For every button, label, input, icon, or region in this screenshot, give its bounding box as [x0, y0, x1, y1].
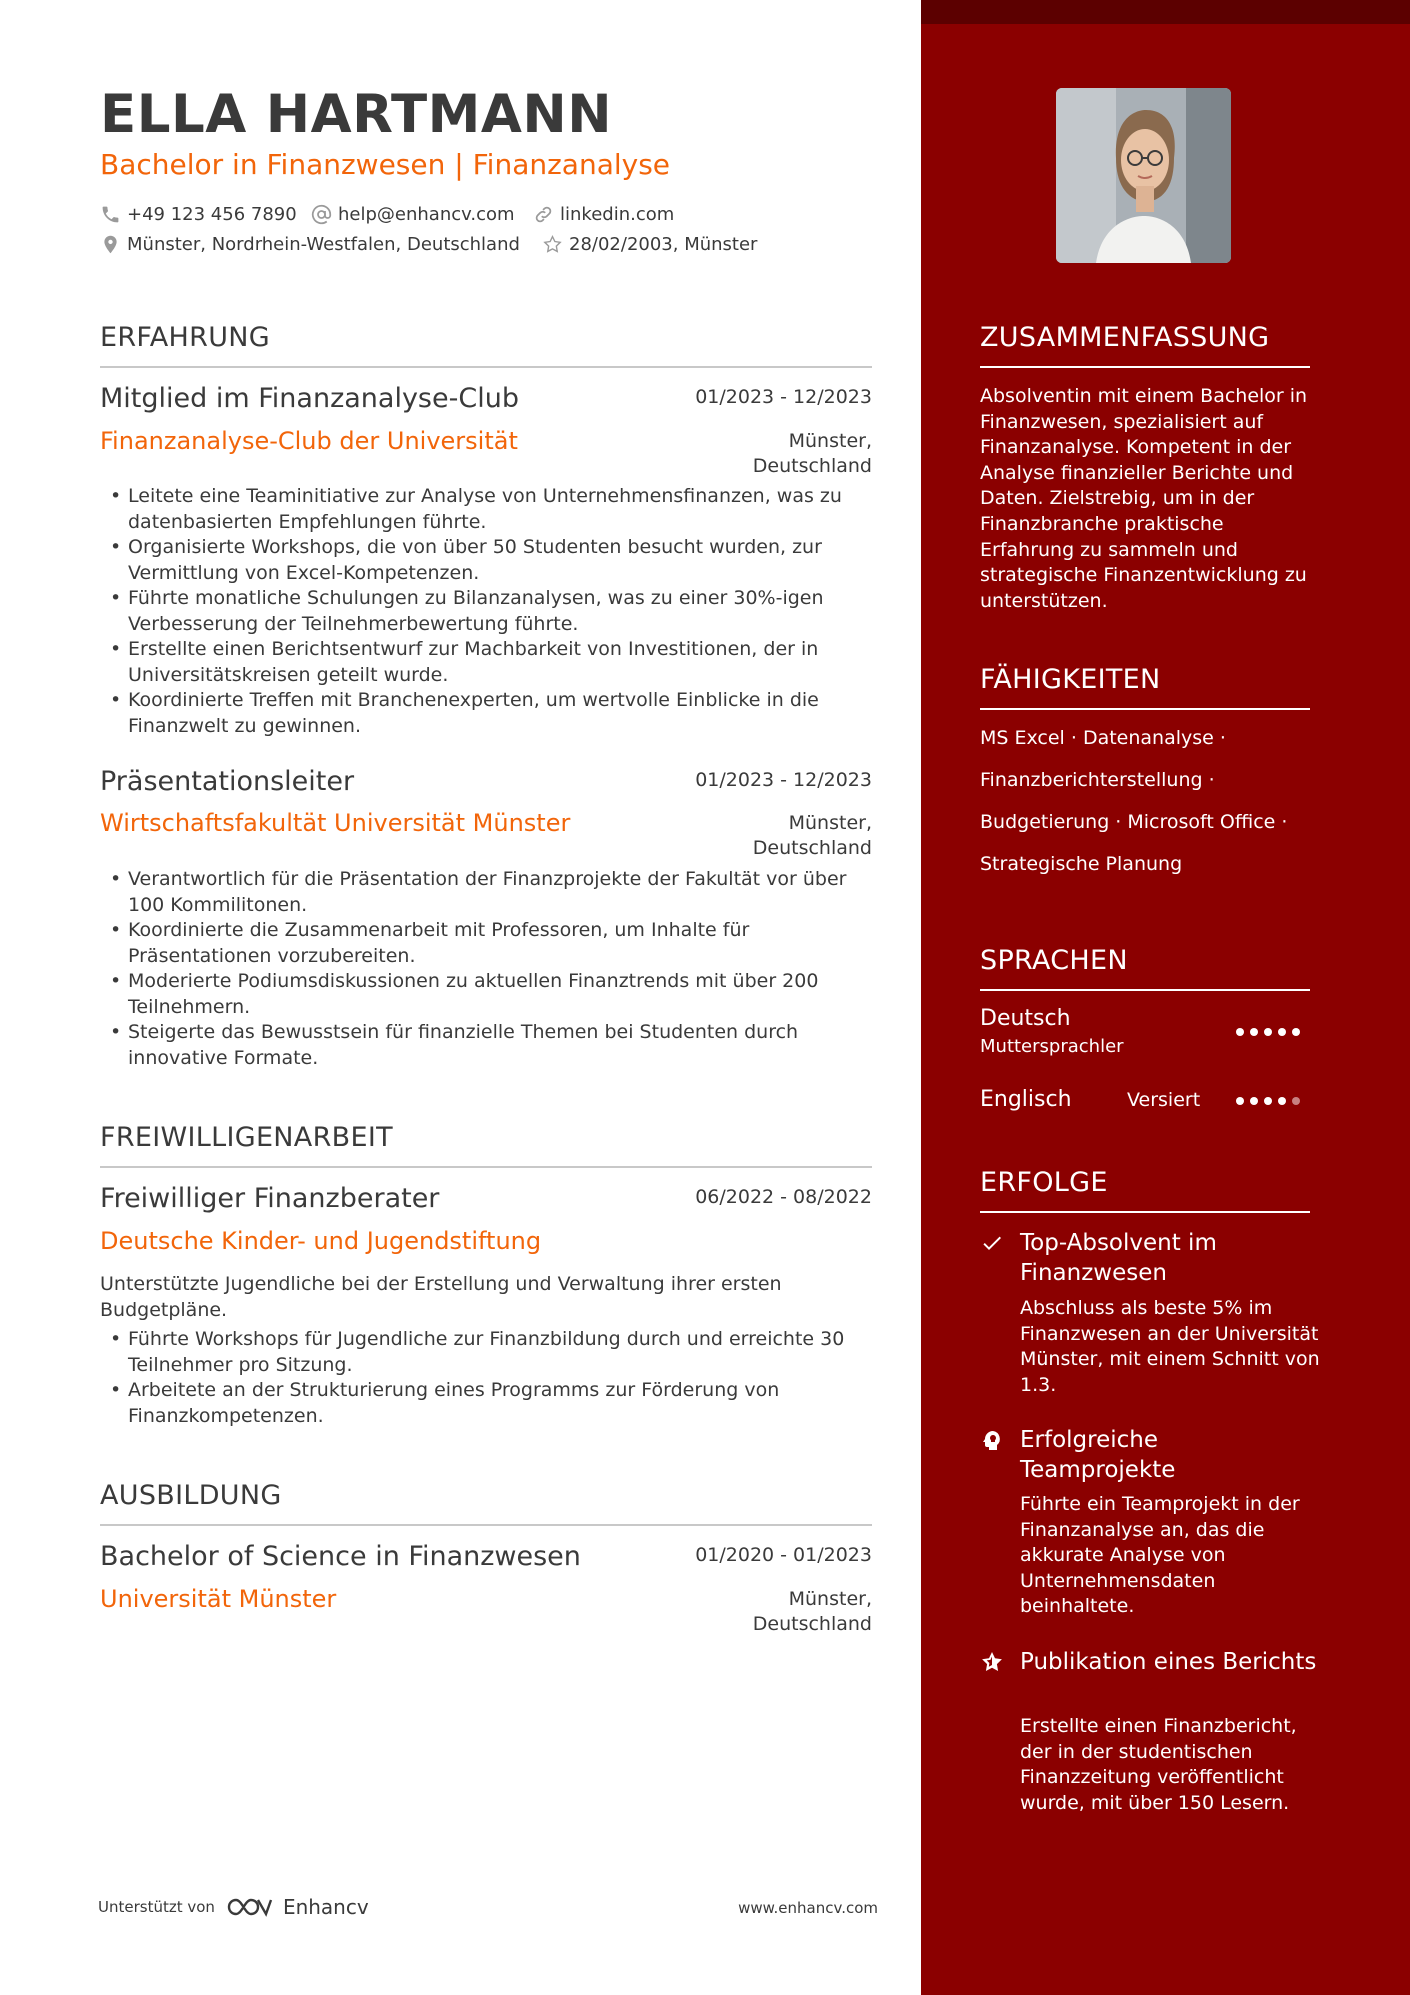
- summary-divider: [980, 366, 1310, 368]
- language-rating-deutsch: [1236, 1028, 1300, 1036]
- location-pin-icon: [100, 234, 121, 255]
- footer-powered-by: [98, 1895, 369, 1919]
- volunteer-date: 06/2022 - 08/2022: [695, 1186, 872, 1208]
- enhancv-logo-icon: [225, 1895, 273, 1919]
- volunteer-role: Freiwilliger Finanzberater: [100, 1183, 440, 1214]
- achievement-title: Erfolgreiche Teamprojekte: [1020, 1427, 1176, 1483]
- volunteer-heading: FREIWILLIGENARBEIT: [100, 1122, 393, 1153]
- skills-line: MS Excel · Datenanalyse ·: [980, 727, 1226, 749]
- head-lightbulb-icon: [980, 1428, 1004, 1452]
- phone-text: +49 123 456 7890: [127, 204, 297, 225]
- volunteer-bullets: [100, 1327, 872, 1429]
- skills-heading: FÄHIGKEITEN: [980, 664, 1161, 695]
- job-location-city: Münster,: [788, 812, 872, 834]
- language-level: Versiert: [1127, 1089, 1201, 1111]
- achievement-title: Top-Absolvent im Finanzwesen: [1020, 1230, 1217, 1286]
- education-heading: AUSBILDUNG: [100, 1480, 282, 1511]
- location-text: Münster, Nordrhein-Westfalen, Deutschland: [127, 234, 520, 255]
- language-level: Muttersprachler: [980, 1036, 1124, 1057]
- job-title: Präsentationsleiter: [100, 766, 355, 797]
- rating-dot: [1236, 1097, 1244, 1105]
- bullet-item: • Erstellte einen Berichtsentwurf zur Machbarkeit von Investitionen, der in Universitätskreisen geteilt wurde.: [100, 637, 872, 688]
- contact-linkedin[interactable]: [533, 204, 674, 225]
- volunteer-summary: Unterstützte Jugendliche bei der Erstellung und Verwaltung ihrer ersten Budgetpläne.: [100, 1273, 782, 1321]
- contact-phone[interactable]: [100, 204, 297, 225]
- rating-dot: [1236, 1028, 1244, 1036]
- bullet-item: • Arbeitete an der Strukturierung eines Programms zur Förderung von Finanzkompetenzen.: [100, 1378, 872, 1429]
- phone-icon: [100, 204, 121, 225]
- bullet-item: • Koordinierte die Zusammenarbeit mit Professoren, um Inhalte für Präsentationen vorzubereiten.: [100, 918, 872, 969]
- education-degree: Bachelor of Science in Finanzwesen: [100, 1541, 581, 1572]
- bullet-item: • Führte Workshops für Jugendliche zur Finanzbildung durch und erreichte 30 Teilnehmer pro Sitzung.: [100, 1327, 872, 1378]
- sidebar-top-bar: [921, 0, 1410, 24]
- skills-line: Finanzberichterstellung ·: [980, 769, 1215, 791]
- contact-location: [100, 234, 520, 255]
- job-title: Mitglied im Finanzanalyse-Club: [100, 383, 519, 414]
- rating-dot: [1264, 1097, 1272, 1105]
- email-text: help@enhancv.com: [338, 204, 515, 225]
- achievement-title: Publikation eines Berichts: [1020, 1649, 1317, 1675]
- rating-dot: [1278, 1028, 1286, 1036]
- education-location-country: Deutschland: [752, 1613, 872, 1635]
- job-location-city: Münster,: [788, 430, 872, 452]
- volunteer-organization: Deutsche Kinder- und Jugendstiftung: [100, 1227, 542, 1255]
- job-location-country: Deutschland: [752, 455, 872, 477]
- summary-heading: ZUSAMMENFASSUNG: [980, 322, 1270, 353]
- language-name: Deutsch: [980, 1006, 1071, 1031]
- rating-dot: [1264, 1028, 1272, 1036]
- achievement-description: Abschluss als beste 5% im Finanzwesen an der Universität Münster, mit einem Schnitt von 1.3.: [1020, 1297, 1320, 1396]
- checkmark-icon: [980, 1231, 1004, 1255]
- rating-dot: [1278, 1097, 1286, 1105]
- at-icon: [311, 204, 332, 225]
- education-school: Universität Münster: [100, 1585, 337, 1613]
- education-location: [652, 1587, 872, 1637]
- language-name: Englisch: [980, 1087, 1072, 1112]
- job-bullets: [100, 867, 872, 1071]
- linkedin-text: linkedin.com: [560, 204, 675, 225]
- job-location-country: Deutschland: [752, 837, 872, 859]
- star-icon: [980, 1650, 1004, 1674]
- education-location-city: Münster,: [788, 1588, 872, 1610]
- contact-email[interactable]: [311, 204, 515, 225]
- education-date: 01/2020 - 01/2023: [695, 1544, 872, 1566]
- job-organization: Wirtschaftsfakultät Universität Münster: [100, 809, 571, 837]
- candidate-subtitle: Bachelor in Finanzwesen | Finanzanalyse: [100, 148, 671, 181]
- rating-dot: [1250, 1028, 1258, 1036]
- achievement-description: Führte ein Teamprojekt in der Finanzanalyse an, das die akkurate Analyse von Unternehmensdaten beinhaltete.: [1020, 1493, 1300, 1618]
- powered-by-text: Unterstützt von: [98, 1898, 215, 1916]
- profile-photo: [1056, 88, 1231, 263]
- job-location: [652, 429, 872, 479]
- birth-text: 28/02/2003, Münster: [569, 234, 758, 255]
- job-date: 01/2023 - 12/2023: [695, 769, 872, 791]
- skills-divider: [980, 708, 1310, 710]
- job-date: 01/2023 - 12/2023: [695, 386, 872, 408]
- bullet-item: • Organisierte Workshops, die von über 50 Studenten besucht wurden, zur Vermittlung von Excel-Kompetenzen.: [100, 535, 872, 586]
- footer-url[interactable]: www.enhancv.com: [738, 1899, 878, 1917]
- star-outline-icon: [542, 234, 563, 255]
- education-divider: [100, 1524, 872, 1526]
- rating-dot: [1250, 1097, 1258, 1105]
- bullet-item: • Steigerte das Bewusstsein für finanzielle Themen bei Studenten durch innovative Formate.: [100, 1020, 872, 1071]
- portrait-image: [1056, 88, 1231, 263]
- bullet-item: • Moderierte Podiumsdiskussionen zu aktuellen Finanztrends mit über 200 Teilnehmern.: [100, 969, 872, 1020]
- volunteer-divider: [100, 1166, 872, 1168]
- brand-text: Enhancv: [282, 1895, 369, 1919]
- bullet-item: • Leitete eine Teaminitiative zur Analyse von Unternehmensfinanzen, was zu datenbasierten Empfehlungen führte.: [100, 484, 872, 535]
- skills-line: Strategische Planung: [980, 853, 1183, 875]
- job-bullets: [100, 484, 872, 739]
- contact-birth: [542, 234, 757, 255]
- bullet-item: • Führte monatliche Schulungen zu Bilanzanalysen, was zu einer 30%-igen Verbesserung der Teilnehmerbewertung führte.: [100, 586, 872, 637]
- experience-divider: [100, 366, 872, 368]
- achievements-divider: [980, 1211, 1310, 1213]
- achievements-heading: ERFOLGE: [980, 1167, 1108, 1198]
- bullet-item: • Koordinierte Treffen mit Branchenexperten, um wertvolle Einblicke in die Finanzwelt zu gewinnen.: [100, 688, 872, 739]
- achievement-description: Erstellte einen Finanzbericht, der in der studentischen Finanzzeitung veröffentlicht wurde, mit über 150 Lesern.: [1020, 1715, 1297, 1814]
- languages-heading: SPRACHEN: [980, 945, 1128, 976]
- summary-text: Absolventin mit einem Bachelor in Finanzwesen, spezialisiert auf Finanzanalyse. Kompetent in der Analyse finanzieller Berichte und Daten. Zielstrebig, um in der Finanzbranche praktische Erfahrung zu sammeln und strategische Finanzentwicklung zu unterstützen.: [980, 385, 1308, 612]
- experience-heading: ERFAHRUNG: [100, 322, 270, 353]
- skills-line: Budgetierung · Microsoft Office ·: [980, 811, 1288, 833]
- sidebar: [921, 0, 1410, 1995]
- link-icon: [533, 204, 554, 225]
- rating-dot: [1292, 1097, 1300, 1105]
- rating-dot: [1292, 1028, 1300, 1036]
- job-organization: Finanzanalyse-Club der Universität: [100, 427, 518, 455]
- languages-divider: [980, 989, 1310, 991]
- bullet-item: • Verantwortlich für die Präsentation der Finanzprojekte der Fakultät vor über 100 Kommilitonen.: [100, 867, 872, 918]
- job-location: [652, 811, 872, 861]
- candidate-name: ELLA HARTMANN: [100, 84, 613, 145]
- language-rating-englisch: [1236, 1097, 1300, 1105]
